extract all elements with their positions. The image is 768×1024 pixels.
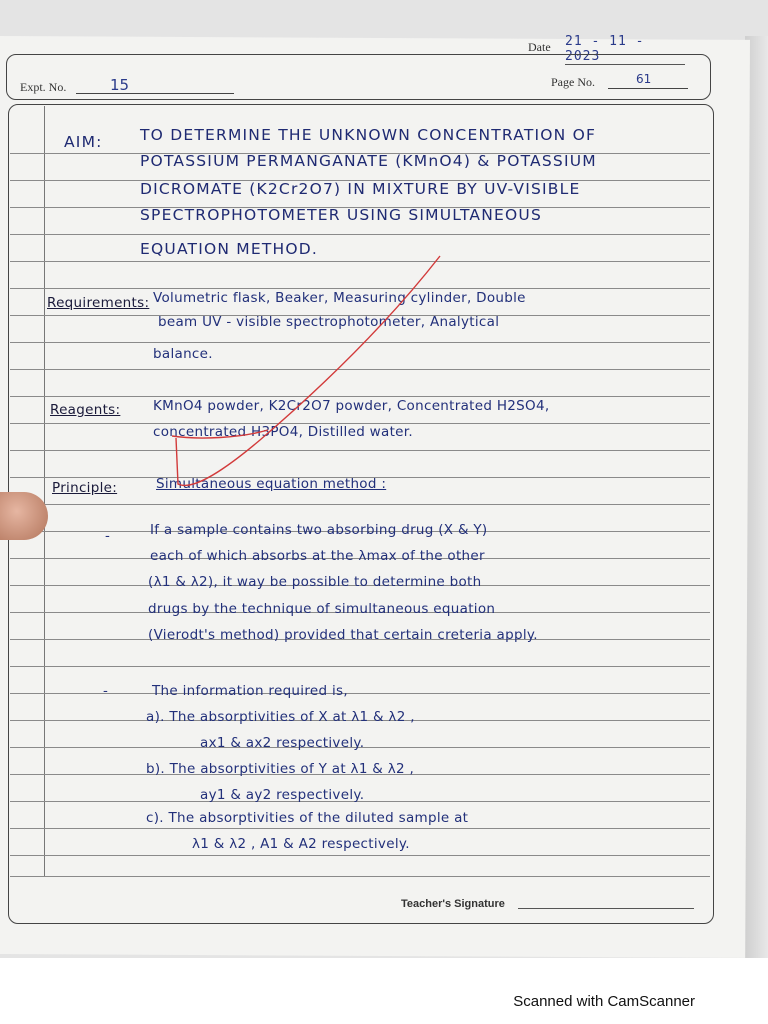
page-no-value: 61	[636, 72, 652, 86]
principle-label: Principle:	[52, 480, 118, 496]
reagents-line: KMnO4 powder, K2Cr2O7 powder, Concentrated H2SO4,	[153, 398, 550, 414]
principle-para-line: drugs by the technique of simultaneous equation	[148, 601, 496, 617]
bullet-dash: -	[105, 528, 111, 544]
requirements-line: balance.	[153, 346, 213, 362]
principle-heading: Simultaneous equation method :	[156, 476, 387, 492]
scanner-watermark: Scanned with CamScanner	[513, 993, 695, 1010]
aim-line: DICROMATE (K2Cr2O7) IN MIXTURE BY UV-VISIBLE	[140, 180, 581, 198]
requirements-line: Volumetric flask, Beaker, Measuring cylinder, Double	[153, 290, 526, 306]
principle-para-line: each of which absorbs at the λmax of the other	[150, 548, 485, 564]
principle-para-line: a). The absorptivities of X at λ1 & λ2 ,	[146, 709, 415, 725]
principle-para-line: ax1 & ax2 respectively.	[200, 735, 365, 751]
principle-para-line: c). The absorptivities of the diluted sample at	[146, 810, 469, 826]
expt-no-value: 15	[110, 76, 130, 94]
reagents-label: Reagents:	[50, 402, 121, 418]
principle-para-line: b). The absorptivities of Y at λ1 & λ2 ,	[146, 761, 415, 777]
aim-line: SPECTROPHOTOMETER USING SIMULTANEOUS	[140, 206, 542, 224]
teacher-signature-label: Teacher's Signature	[401, 898, 505, 910]
requirements-line: beam UV - visible spectrophotometer, Analytical	[158, 314, 500, 330]
principle-para-line: λ1 & λ2 , A1 & A2 respectively.	[192, 836, 410, 852]
principle-para-line: If a sample contains two absorbing drug (X & Y)	[150, 522, 488, 538]
date-value: 21 - 11 - 2023	[565, 34, 685, 65]
aim-line: POTASSIUM PERMANGANATE (KMnO4) & POTASSIUM	[140, 152, 597, 170]
signature-line	[518, 908, 694, 909]
date-label: Date	[528, 40, 551, 54]
bullet-dash: -	[103, 683, 109, 699]
principle-para-line: The information required is,	[152, 683, 348, 699]
page-no-label: Page No.	[551, 75, 595, 89]
finger	[0, 492, 48, 540]
aim-line: TO DETERMINE THE UNKNOWN CONCENTRATION OF	[140, 126, 597, 144]
aim-line: EQUATION METHOD.	[140, 240, 319, 258]
principle-para-line: (λ1 & λ2), it way be possible to determine both	[148, 574, 482, 590]
aim-label: AIM:	[64, 133, 103, 151]
reagents-line: concentrated H3PO4, Distilled water.	[153, 424, 413, 440]
principle-para-line: ay1 & ay2 respectively.	[200, 787, 365, 803]
expt-no-label: Expt. No.	[20, 80, 67, 94]
requirements-label: Requirements:	[47, 295, 150, 311]
principle-para-line: (Vierodt's method) provided that certain creteria apply.	[148, 627, 538, 643]
